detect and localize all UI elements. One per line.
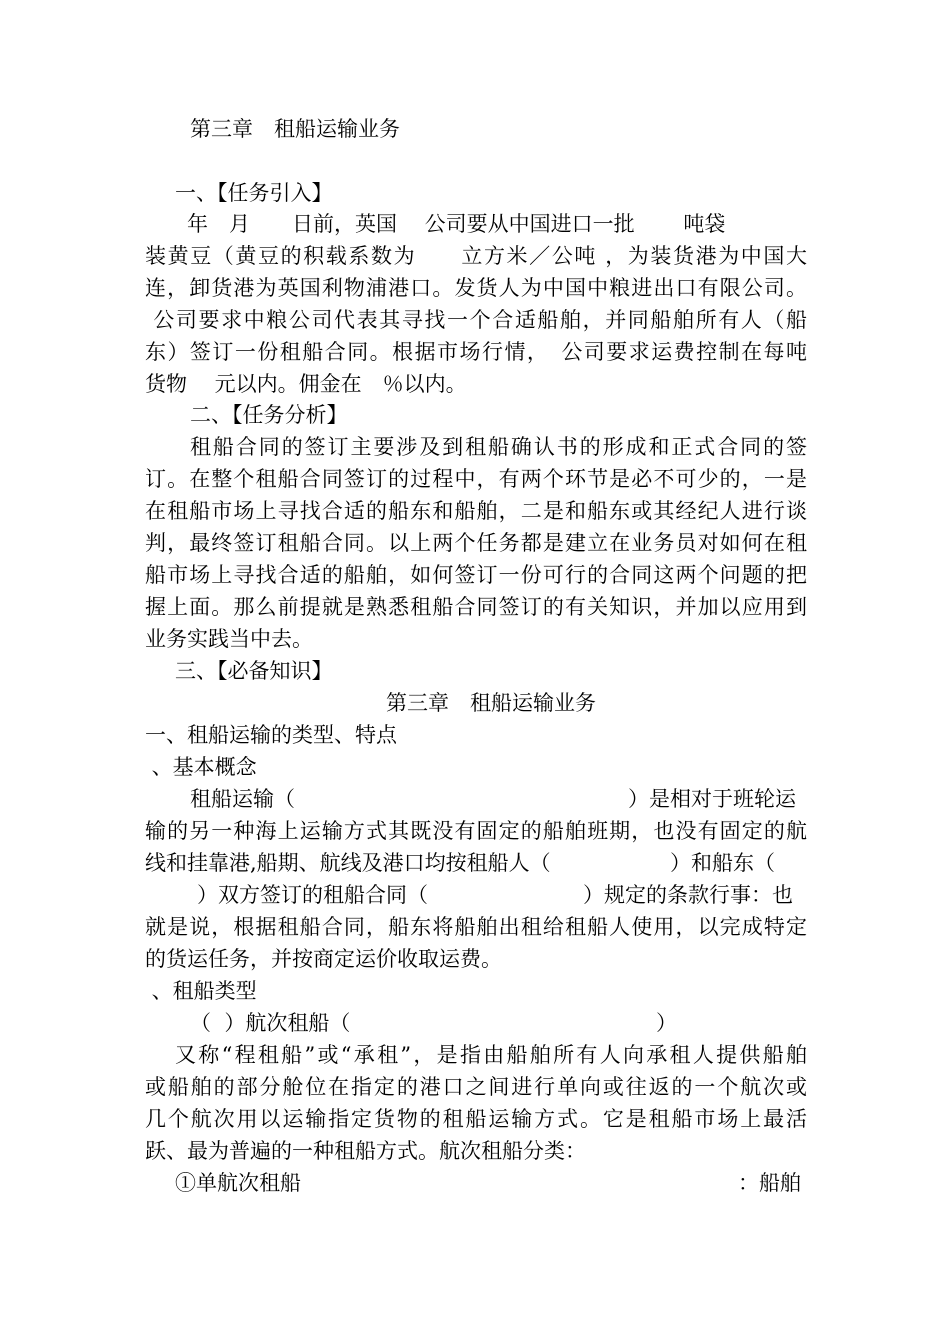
paragraph-line: 握上面。那么前提就是熟悉租船合同签订的有关知识，并加以应用到 — [145, 595, 807, 619]
paragraph-line: 判，最终签订租船合同。以上两个任务都是建立在业务员对如何在租 — [145, 531, 807, 555]
part-heading: 一、租船运输的类型、特点 — [145, 723, 397, 747]
paragraph-line: 装黄豆（黄豆的积载系数为 立方米／公吨 ，为装货港为中国大 — [145, 244, 807, 268]
section-heading-required-knowledge: 三、【必备知识】 — [175, 659, 333, 683]
paragraph-line: 订。在整个租船合同签订的过程中，有两个环节是必不可少的，一是 — [145, 467, 807, 491]
chapter-subtitle: 第三章 租船运输业务 — [386, 691, 596, 715]
list-item-single-voyage: ①单航次租船 — [175, 1171, 301, 1195]
paragraph-line: 输的另一种海上运输方式其既没有固定的船舶班期，也没有固定的航 — [145, 819, 807, 843]
subheading-basic-concept: 、基本概念 — [145, 755, 257, 779]
paragraph-line: 就是说，根据租船合同，船东将船舶出租给租船人使用，以完成特定 — [145, 915, 807, 939]
section-heading-task-analysis: 二、【任务分析】 — [190, 403, 348, 427]
paragraph-line: 租船合同的签订主要涉及到租船确认书的形成和正式合同的签 — [190, 435, 807, 459]
voyage-charter-heading-end: ） — [656, 1011, 677, 1035]
paragraph-line: 租船运输（ — [190, 787, 295, 811]
paragraph-line: 几个航次用以运输指定货物的租船运输方式。它是租船市场上最活 — [145, 1107, 807, 1131]
paragraph-line: 东）签订一份租船合同。根据市场行情， 公司要求运费控制在每吨 — [145, 340, 807, 364]
subheading-charter-types: 、租船类型 — [145, 979, 257, 1003]
paragraph-line: ）规定的条款行事：也 — [583, 883, 793, 907]
paragraph-line: 跃、最为普遍的一种租船方式。航次租船分类： — [145, 1139, 586, 1163]
paragraph-line: 的货运任务，并按商定运价收取运费。 — [145, 947, 502, 971]
paragraph-line: 货物 元以内。佣金在 ％以内。 — [145, 372, 467, 396]
paragraph-line: ）是相对于班轮运 — [628, 787, 796, 811]
paragraph-line: 又称“程租船”或“承租”，是指由船舶所有人向承租人提供船舶 — [175, 1043, 807, 1067]
section-heading-task-intro: 一、【任务引入】 — [175, 181, 333, 205]
paragraph-line: ）双方签订的租船合同（ — [197, 883, 428, 907]
paragraph-line: 线和挂靠港,船期、航线及港口均按租船人（ — [145, 851, 551, 875]
paragraph-line: 连，卸货港为英国利物浦港口。发货人为中国中粮进出口有限公司。 — [145, 276, 807, 300]
paragraph-line: ）和船东（ — [670, 851, 775, 875]
paragraph-line: 船市场上寻找合适的船舶，如何签订一份可行的合同这两个问题的把 — [145, 563, 807, 587]
paragraph-line: 公司要求中粮公司代表其寻找一个合适船舶，并同船舶所有人（船 — [145, 308, 807, 332]
page-title: 第三章 租船运输业务 — [190, 117, 400, 141]
paragraph-line: 或船舶的部分舱位在指定的港口之间进行单向或往返的一个航次或 — [145, 1075, 807, 1099]
voyage-charter-heading: （ ）航次租船（ — [190, 1011, 351, 1035]
paragraph-line: 在租船市场上寻找合适的船东和船舶，二是和船东或其经纪人进行谈 — [145, 499, 807, 523]
paragraph-line: 业务实践当中去。 — [145, 627, 313, 651]
paragraph-line: 年 月 日前，英国 公司要从中国进口一批 吨袋 — [145, 212, 726, 236]
list-item-single-voyage-tail: ：船舶 — [738, 1171, 801, 1195]
